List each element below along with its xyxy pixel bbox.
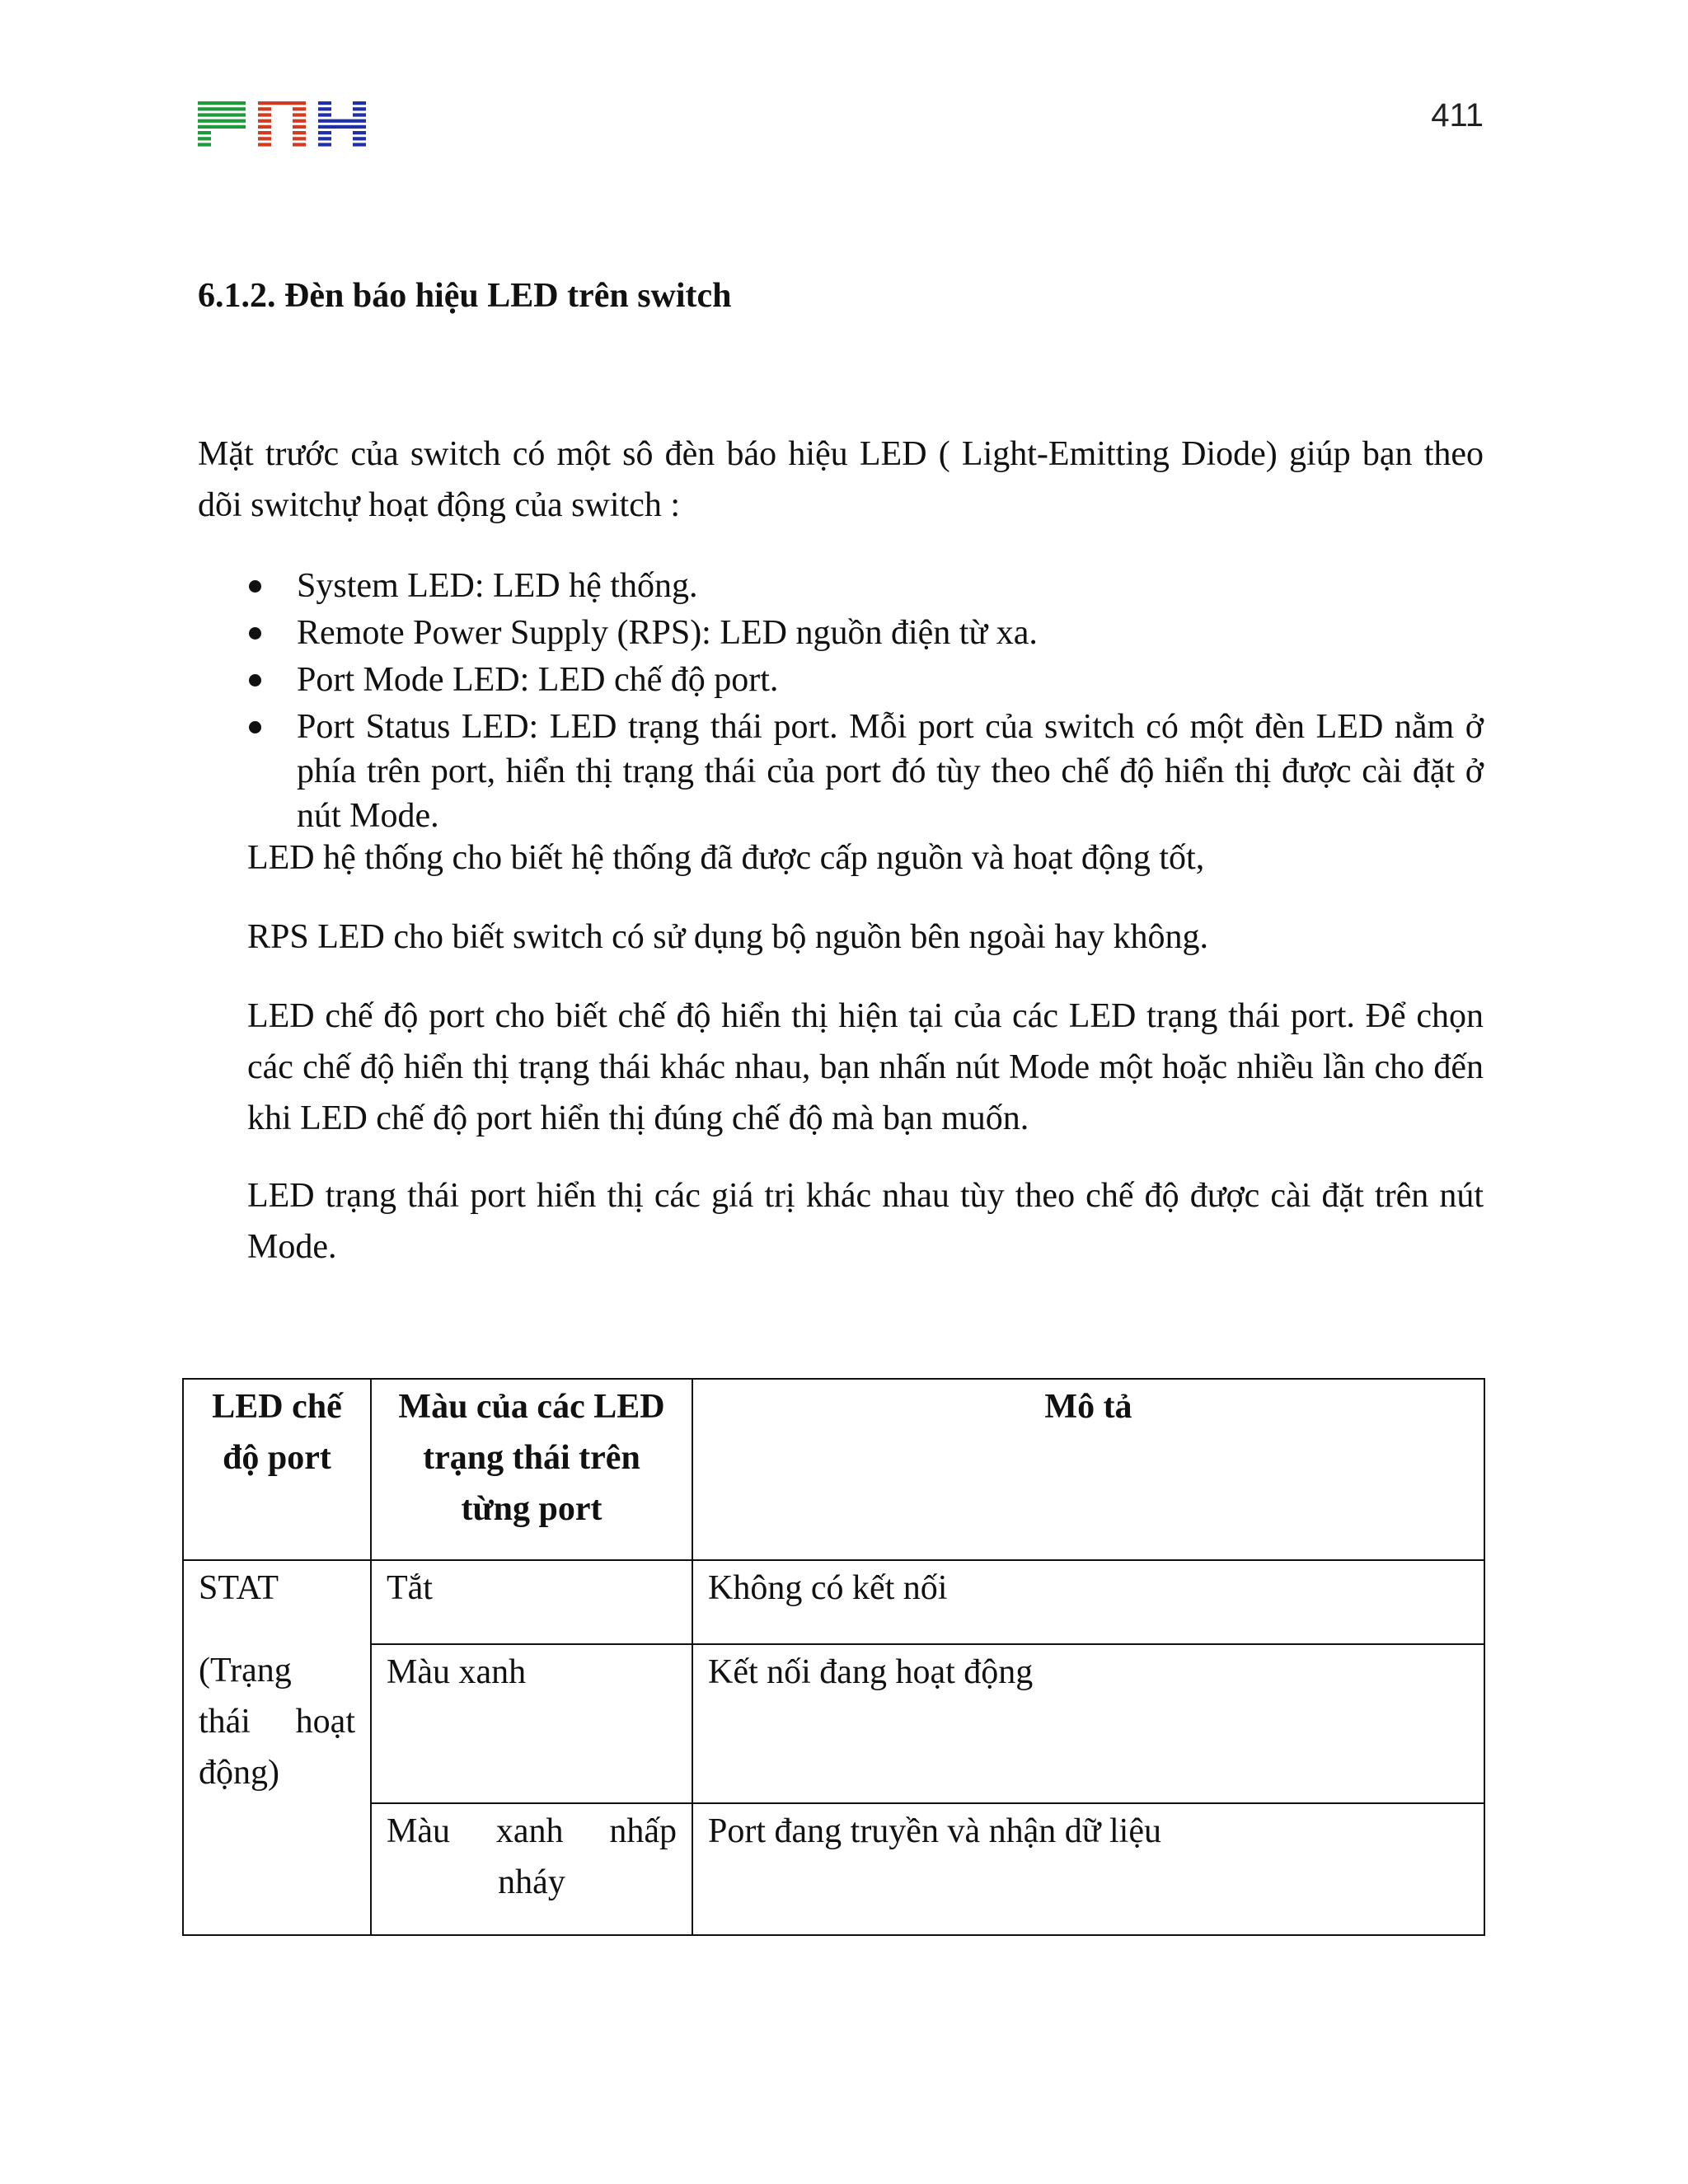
- paragraph-port-mode-led: LED chế độ port cho biết chế độ hiển thị hiện tại của các LED trạng thái port. Để chọn các chế độ hiển thị trạng thái khác nhau, bạn nhấn nút Mode một hoặc nhiều lần cho đến khi LED chế độ port hiển thị đúng chế độ mà bạn muốn.: [247, 997, 1484, 1137]
- paragraph-system-led: LED hệ thống cho biết hệ thống đã được cấp nguồn và hoạt động tốt,: [247, 839, 1205, 877]
- table-row: [183, 1803, 1484, 1935]
- bullet-icon: [249, 721, 261, 733]
- bullet-icon: [249, 627, 261, 640]
- pnh-logo: [198, 101, 367, 148]
- color-cell: Màu xanh nhấp nháy: [371, 1803, 692, 1935]
- table-row: [183, 1560, 1484, 1644]
- color-cell: Tắt: [371, 1560, 692, 1644]
- logo-letter-p: [198, 101, 246, 147]
- page-number: 411: [1431, 97, 1484, 134]
- mode-cell: [183, 1560, 371, 1935]
- bullet-icon: [249, 674, 261, 687]
- led-status-table: [182, 1378, 1485, 1936]
- intro-paragraph: Mặt trước của switch có một sô đèn báo hiệu LED ( Light-Emitting Diode) giúp bạn theo dõi switchự hoạt động của switch :: [198, 435, 1484, 524]
- description-cell: Port đang truyền và nhận dữ liệu: [692, 1803, 1484, 1935]
- description-cell: Không có kết nối: [692, 1560, 1484, 1644]
- logo-letter-h: [318, 101, 366, 147]
- list-item: Port Mode LED: LED chế độ port.: [247, 658, 1484, 702]
- list-item: System LED: LED hệ thống.: [247, 564, 1484, 608]
- mode-code: STAT: [199, 1569, 279, 1608]
- led-type-list: [247, 564, 1484, 841]
- header-cell: Màu của các LED trạng thái trên từng port: [371, 1379, 692, 1560]
- paragraph-port-status-led: LED trạng thái port hiển thị các giá trị khác nhau tùy theo chế độ được cài đặt trên nút Mode.: [247, 1177, 1484, 1266]
- paragraph-rps-led: RPS LED cho biết switch có sử dụng bộ nguồn bên ngoài hay không.: [247, 918, 1208, 956]
- table-header-row: [183, 1379, 1484, 1560]
- list-item: Remote Power Supply (RPS): LED nguồn điện từ xa.: [247, 611, 1484, 655]
- section-heading: 6.1.2. Đèn báo hiệu LED trên switch: [198, 277, 732, 315]
- list-item: Port Status LED: LED trạng thái port. Mỗi port của switch có một đèn LED nằm ở phía trên port, hiển thị trạng thái của port đó tùy theo chế độ hiển thị được cài đặt ở nút Mode.: [247, 705, 1484, 838]
- mode-description: (Trạng thái hoạt động): [199, 1652, 355, 1793]
- bullet-icon: [249, 580, 261, 593]
- header-cell: Mô tả: [692, 1379, 1484, 1560]
- color-cell: Màu xanh: [371, 1644, 692, 1802]
- table-row: [183, 1644, 1484, 1802]
- header-cell: LED chế độ port: [183, 1379, 371, 1560]
- logo-letter-n: [258, 101, 306, 147]
- description-cell: Kết nối đang hoạt động: [692, 1644, 1484, 1802]
